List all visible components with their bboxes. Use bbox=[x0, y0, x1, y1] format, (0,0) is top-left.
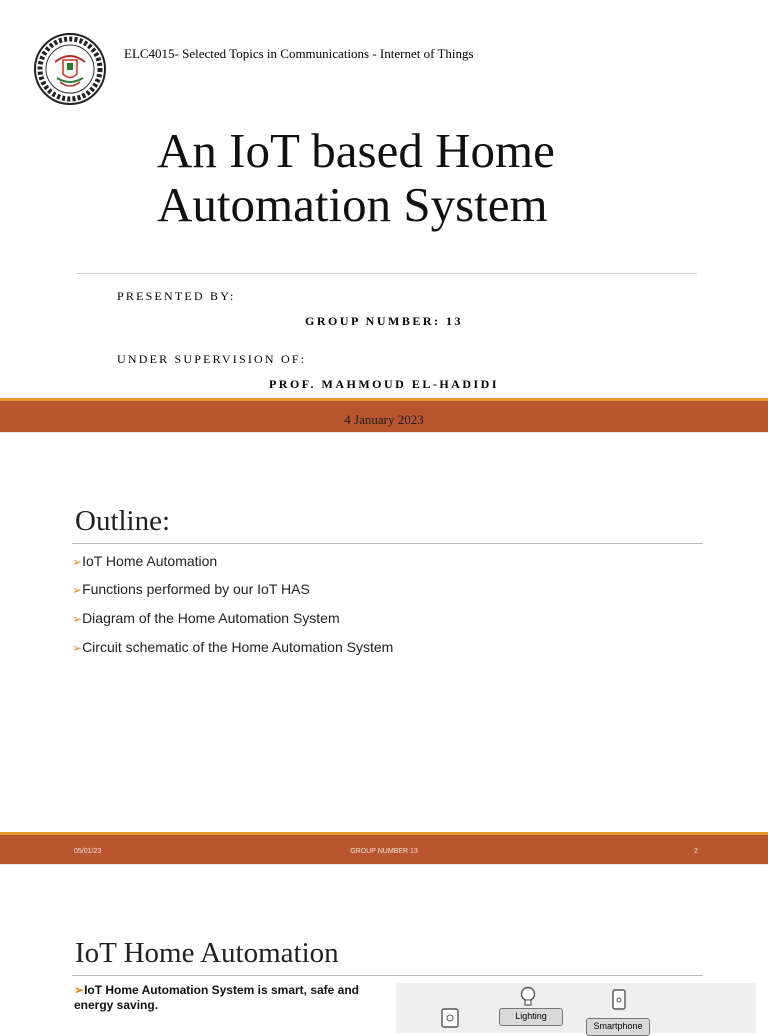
course-title: ELC4015- Selected Topics in Communications - Internet of Things bbox=[124, 46, 474, 61]
presentation-title bbox=[157, 124, 717, 232]
supervision-label: UNDER SUPERVISION OF: bbox=[117, 352, 307, 366]
smartphone-box: Smartphone bbox=[586, 1018, 650, 1036]
title-slide bbox=[0, 0, 768, 432]
heading-divider bbox=[72, 975, 703, 976]
supervisor-name: PROF. MAHMOUD EL-HADIDI bbox=[268, 377, 500, 391]
title-line-2: Automation System bbox=[157, 177, 548, 232]
device-icon bbox=[440, 1007, 460, 1029]
lighting-box: Lighting bbox=[499, 1008, 563, 1026]
home-automation-diagram bbox=[396, 983, 756, 1033]
presented-by-label: PRESENTED BY: bbox=[117, 289, 236, 303]
lightbulb-icon bbox=[518, 986, 538, 1008]
group-number: GROUP NUMBER: 13 bbox=[305, 314, 463, 328]
iot-home-automation-slide bbox=[0, 864, 768, 1031]
iot-bullet: ➢IoT Home Automation System is smart, safe and energy saving. bbox=[74, 983, 360, 1012]
outline-item: ➢Diagram of the Home Automation System bbox=[72, 610, 340, 626]
university-seal-logo bbox=[33, 32, 107, 106]
outline-slide bbox=[0, 432, 768, 865]
iot-heading: IoT Home Automation bbox=[75, 937, 339, 969]
bullet-arrow-icon: ➢ bbox=[72, 612, 83, 626]
bullet-arrow-icon: ➢ bbox=[74, 983, 85, 997]
bullet-arrow-icon: ➢ bbox=[72, 641, 83, 655]
bullet-arrow-icon: ➢ bbox=[72, 583, 83, 597]
title-line-1: An IoT based Home bbox=[157, 123, 555, 178]
smartphone-icon bbox=[611, 989, 627, 1011]
footer-date: 05/01/23 bbox=[74, 848, 102, 855]
footer-group: GROUP NUMBER 13 bbox=[350, 848, 418, 855]
outline-heading: Outline: bbox=[75, 505, 171, 537]
bullet-arrow-icon: ➢ bbox=[72, 555, 83, 569]
heading-divider bbox=[72, 543, 703, 544]
footer-page-number: 2 bbox=[694, 848, 698, 855]
outline-item: ➢Functions performed by our IoT HAS bbox=[72, 581, 310, 597]
title-divider bbox=[77, 273, 697, 274]
outline-item: ➢Circuit schematic of the Home Automation System bbox=[72, 639, 394, 655]
presentation-date: 4 January 2023 bbox=[344, 412, 424, 427]
outline-item: ➢IoT Home Automation bbox=[72, 553, 218, 569]
